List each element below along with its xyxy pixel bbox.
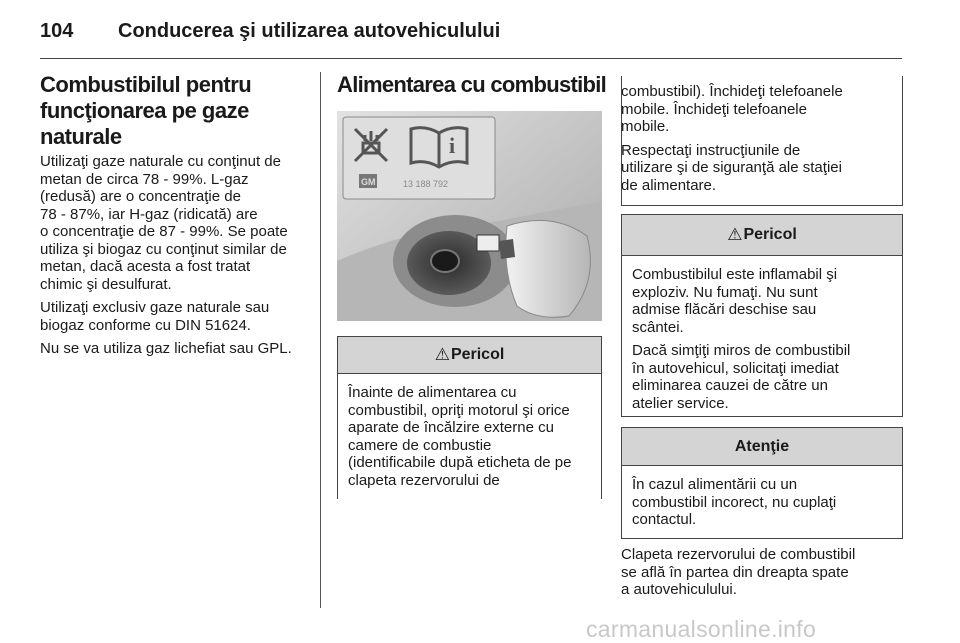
chapter-title: Conducerea şi utilizarea autovehiculului xyxy=(118,20,501,42)
paragraph-station-instructions: Respectaţi instrucţiunile de utilizare şi de siguranţă ale staţiei de alimentare. xyxy=(621,141,842,194)
column-divider-left xyxy=(320,72,321,608)
paragraph-close-phones: combustibil). Închideţi telefoanele mobile. Închideţi telefoanele mobile. xyxy=(621,83,843,135)
fuel-flap-photo xyxy=(337,111,602,321)
page-number: 104 xyxy=(40,20,74,42)
continued-box-frame xyxy=(621,76,903,206)
section-heading-refuelling: Alimentarea cu combustibil xyxy=(337,72,607,97)
paragraph-flap-location: Clapeta rezervorului de combustibil se află în partea din dreapta spate a autovehiculului. xyxy=(621,546,856,598)
danger-box-title: Pericol xyxy=(450,346,505,363)
warning-triangle-icon: ⚠ xyxy=(434,345,450,364)
svg-text:GM: GM xyxy=(361,177,376,187)
paragraph-flap-location-wrap xyxy=(621,546,902,605)
paragraph-methane-content: Utilizaţi gaze naturale cu conţinut de metan de circa 78 - 99%. L-gaz (redusă) are o concentraţie de 78 - 87%, iar H-gaz (ridicată) are o concentraţie de 87 - 99%. Se poate utiliza şi biogaz cu conţinut similar de metan, dacă acesta a fost tratat chimic şi desulfurat. xyxy=(40,153,288,293)
section-heading-gas-fuel: Combustibilul pentru funcţionarea pe gaze naturale xyxy=(40,72,252,149)
watermark: carmanualsonline.info xyxy=(586,616,817,642)
danger-box-header xyxy=(622,215,902,256)
header-rule xyxy=(40,58,902,59)
danger-box-body xyxy=(622,256,902,412)
danger-fuel-smell-text: Dacă simţiţi miros de combustibil în autovehicul, solicitaţi imediat eliminarea cauzei de către un atelier service. xyxy=(632,342,851,412)
caution-box xyxy=(621,427,903,539)
paragraph-din-standard: Utilizaţi exclusiv gaze naturale sau biogaz conforme cu DIN 51624. xyxy=(40,299,270,334)
danger-box-text: Înainte de alimentarea cu combustibil, opriţi motorul şi orice aparate de încălzire externe cu camere de combustie (identificabile după eticheta de pe clapeta rezervorului de xyxy=(348,384,572,489)
svg-text:13 188 792: 13 188 792 xyxy=(403,179,449,189)
warning-triangle-icon: ⚠ xyxy=(727,225,743,244)
caution-box-title: Atenţie xyxy=(734,437,790,455)
danger-box-header xyxy=(338,337,601,374)
danger-box-body xyxy=(338,374,601,489)
danger-box-refuelling xyxy=(337,336,602,499)
column-refuelling xyxy=(337,72,607,98)
paragraph-no-lpg: Nu se va utiliza gaz lichefiat sau GPL. xyxy=(40,340,292,357)
danger-box-flammable xyxy=(621,214,903,417)
column-gas-fuel xyxy=(40,72,308,364)
svg-text:i: i xyxy=(449,133,456,158)
caution-box-body xyxy=(622,466,902,529)
fuel-flap-illustration xyxy=(337,111,602,321)
danger-box-title: Pericol xyxy=(743,226,797,243)
caution-text: În cazul alimentării cu un combustibil incorect, nu cuplaţi contactul. xyxy=(632,476,837,528)
danger-flammable-text: Combustibilul este inflamabil şi exploziv. Nu fumaţi. Nu sunt admise flăcări deschise sau scântei. xyxy=(632,266,838,336)
caution-box-header xyxy=(622,428,902,466)
